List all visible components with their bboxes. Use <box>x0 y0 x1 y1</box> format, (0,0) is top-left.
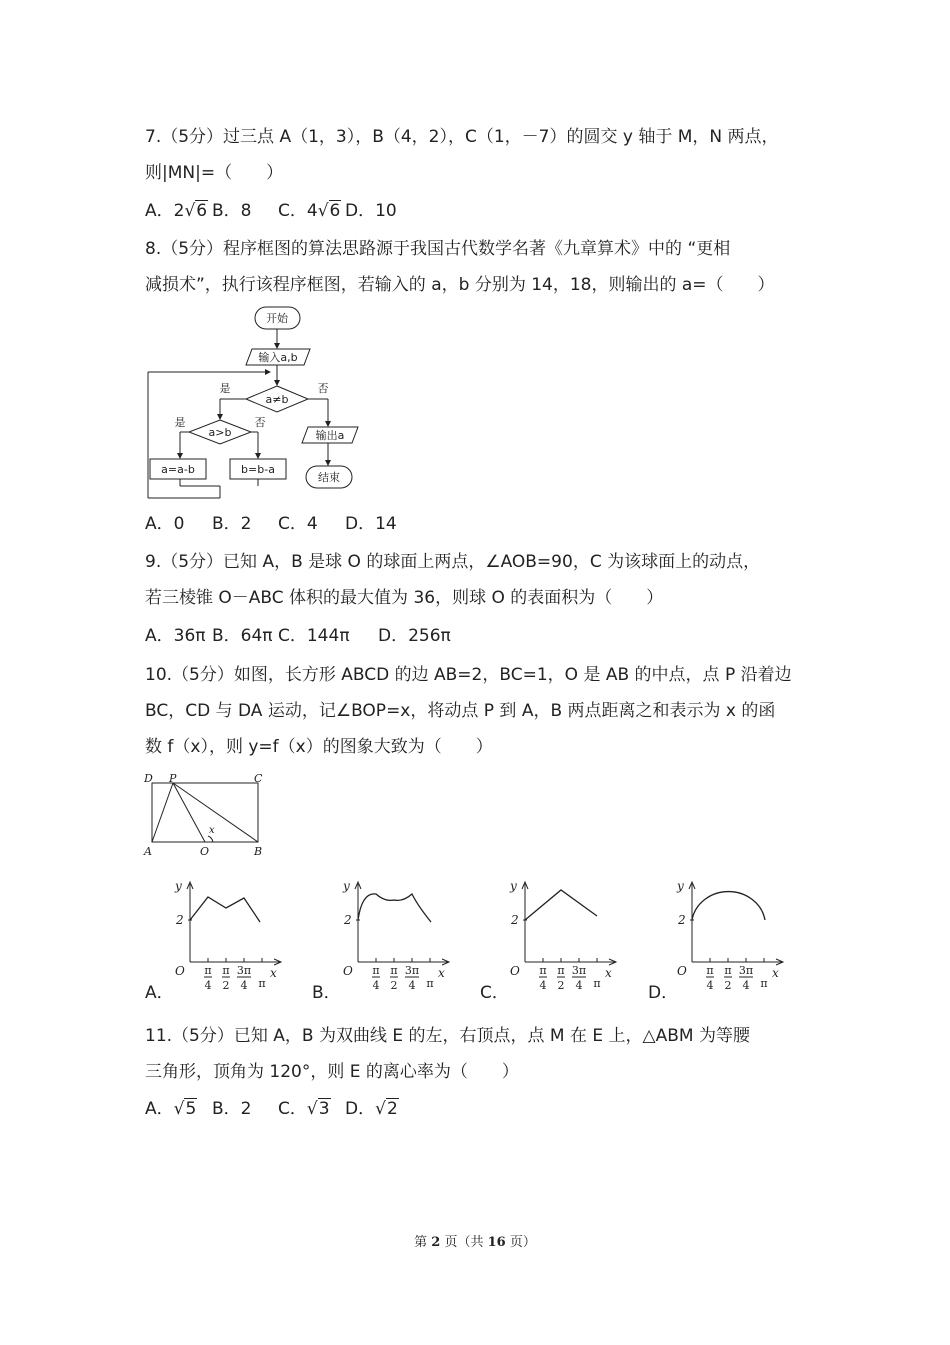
q8-option-c: C．4 <box>278 514 318 534</box>
q10-option-b: B． <box>312 983 341 1003</box>
tick-pi-over-2-num: π <box>222 964 230 977</box>
q11-option-a: A．√5 <box>145 1099 197 1119</box>
y-label: y <box>343 879 350 893</box>
graph-b <box>338 872 456 1000</box>
x-label: x <box>772 966 779 980</box>
q11-line1: 11.（5分）已知 A，B 为双曲线 E 的左，右顶点，点 M 在 E 上，△ABM 为等腰 <box>145 1026 750 1046</box>
q11-option-c: C．√3 <box>278 1099 330 1119</box>
origin-label: O <box>175 964 185 978</box>
tick-pi: π <box>760 977 768 990</box>
tick-pi: π <box>426 977 434 990</box>
x-label: x <box>605 966 612 980</box>
tick-3pi-over-4-num: 3π <box>236 964 252 977</box>
cond2-label: a>b <box>208 426 232 439</box>
q7-line2: 则|MN|=（ ） <box>145 163 284 183</box>
q9-option-c: C．144π <box>278 626 350 646</box>
no1-label: 否 <box>317 382 329 395</box>
tick-pi-over-2-num: π <box>557 964 565 977</box>
q9-option-a: A．36π <box>145 626 206 646</box>
tick-pi-over-2-den: 2 <box>724 979 732 992</box>
sqrt-sign: √6 <box>317 201 341 221</box>
tick-pi-over-4-num: π <box>706 964 714 977</box>
y-label: y <box>175 879 182 893</box>
segment-pb <box>173 783 258 842</box>
sqrt-sign: √2 <box>375 1099 398 1119</box>
tick-pi-over-2-num: π <box>390 964 398 977</box>
y-label: y <box>510 879 517 893</box>
label-o: O <box>200 845 210 858</box>
tick-pi-over-4-num: π <box>539 964 547 977</box>
origin-label: O <box>510 964 520 978</box>
tick-pi-over-4-den: 4 <box>706 979 714 992</box>
tick-pi-over-4-num: π <box>204 964 212 977</box>
sqrt-sign: √6 <box>184 201 208 221</box>
sqrt-sign: √3 <box>306 1099 330 1119</box>
tick-pi: π <box>258 977 266 990</box>
q8-option-d: D．14 <box>345 514 397 534</box>
footer-total-pages: 16 <box>487 1235 506 1250</box>
tick-3pi-over-4-den: 4 <box>240 979 248 992</box>
footer-pre: 第 <box>414 1235 428 1250</box>
label-p: P <box>169 772 177 785</box>
q8-option-a: A．0 <box>145 514 185 534</box>
q9-line1: 9.（5分）已知 A，B 是球 O 的球面上两点，∠AOB=90，C 为该球面上的动点， <box>145 552 761 572</box>
flowchart <box>140 300 370 505</box>
input-label: 输入a,b <box>258 351 298 364</box>
q10-line2: BC，CD 与 DA 运动，记∠BOP=x，将动点 P 到 A，B 两点距离之和表示为 x 的函 <box>145 701 776 721</box>
origin-label: O <box>343 964 353 978</box>
tick-3pi-over-4-num: 3π <box>571 964 587 977</box>
q7-option-a: A．2√6 <box>145 201 208 221</box>
y-2-label: 2 <box>176 913 184 927</box>
q7-option-b: B．8 <box>212 201 252 221</box>
tick-pi: π <box>593 977 601 990</box>
q11-option-d: D．√2 <box>345 1099 398 1119</box>
tick-pi-over-2-num: π <box>724 964 732 977</box>
rectangle-figure <box>140 768 275 860</box>
tick-3pi-over-4-num: 3π <box>404 964 420 977</box>
box-right-label: b=b-a <box>241 463 275 476</box>
q9-option-b: B．64π <box>212 626 273 646</box>
end-label: 结束 <box>318 471 340 484</box>
graph-c <box>505 872 623 1000</box>
box-left-label: a=a-b <box>161 463 195 476</box>
label-d: D <box>144 772 153 785</box>
curve-arc <box>692 892 765 920</box>
tick-pi-over-2-den: 2 <box>557 979 565 992</box>
tick-3pi-over-4-den: 4 <box>742 979 750 992</box>
q8-line2: 减损术”，执行该程序框图，若输入的 a，b 分别为 14，18，则输出的 a=（ ） <box>145 275 775 295</box>
q11-line2: 三角形，顶角为 120°，则 E 的离心率为（ ） <box>145 1062 519 1082</box>
q7-option-c: C．4√6 <box>278 201 341 221</box>
yes1-label: 是 <box>219 382 231 395</box>
curve-peak <box>525 890 597 920</box>
y-2-label: 2 <box>344 913 352 927</box>
q7-option-d: D．10 <box>345 201 397 221</box>
tick-pi-over-2-den: 2 <box>390 979 398 992</box>
sqrt-sign: √5 <box>173 1099 197 1119</box>
tick-3pi-over-4-den: 4 <box>575 979 583 992</box>
footer-mid: 页（共 <box>444 1235 484 1250</box>
start-label: 开始 <box>266 312 288 325</box>
yes2-label: 是 <box>174 416 186 429</box>
origin-label: O <box>677 964 687 978</box>
q10-line3: 数 f（x），则 y=f（x）的图象大致为（ ） <box>145 737 493 757</box>
label-b: B <box>254 845 263 858</box>
label-c: C <box>254 772 263 785</box>
x-label: x <box>270 966 277 980</box>
y-2-label: 2 <box>511 913 519 927</box>
label-a: A <box>144 845 152 858</box>
tick-pi-over-4-den: 4 <box>204 979 212 992</box>
no2-label: 否 <box>254 416 266 429</box>
y-label: y <box>677 879 684 893</box>
output-label: 输出a <box>315 429 345 442</box>
q10-option-c: C． <box>480 983 509 1003</box>
q7-line1: 7.（5分）过三点 A（1，3），B（4，2），C（1，－7）的圆交 y 轴于 M，N 两点， <box>145 127 779 147</box>
footer-page-number: 2 <box>431 1235 441 1250</box>
q9-line2: 若三棱锥 O－ABC 体积的最大值为 36，则球 O 的表面积为（ ） <box>145 588 664 608</box>
y-2-label: 2 <box>678 913 686 927</box>
segment-pa <box>152 783 173 842</box>
q10-option-a: A． <box>145 983 174 1003</box>
tick-3pi-over-4-num: 3π <box>738 964 754 977</box>
footer-post: 页） <box>509 1235 536 1250</box>
tick-pi-over-2-den: 2 <box>222 979 230 992</box>
angle-arc <box>208 836 213 842</box>
tick-pi-over-4-num: π <box>372 964 380 977</box>
cond1-label: a≠b <box>265 393 289 406</box>
curve-polyline <box>190 897 260 922</box>
tick-pi-over-4-den: 4 <box>539 979 547 992</box>
tick-3pi-over-4-den: 4 <box>408 979 416 992</box>
q8-line1: 8.（5分）程序框图的算法思路源于我国古代数学名著《九章算术》中的 “更相 <box>145 239 731 259</box>
x-label: x <box>438 966 445 980</box>
page-footer <box>0 1231 950 1250</box>
label-x: x <box>209 825 215 836</box>
q10-option-d: D． <box>648 983 679 1003</box>
curve-arcs <box>358 894 431 922</box>
segment-po <box>173 783 205 842</box>
rectangle-abcd <box>152 783 258 842</box>
tick-pi-over-4-den: 4 <box>372 979 380 992</box>
graph-d <box>672 872 790 1000</box>
graph-a <box>170 872 288 1000</box>
q10-line1: 10.（5分）如图，长方形 ABCD 的边 AB=2，BC=1，O 是 AB 的中点，点 P 沿着边 <box>145 665 792 685</box>
q8-option-b: B．2 <box>212 514 252 534</box>
q11-option-b: B．2 <box>212 1099 252 1119</box>
q9-option-d: D．256π <box>378 626 451 646</box>
